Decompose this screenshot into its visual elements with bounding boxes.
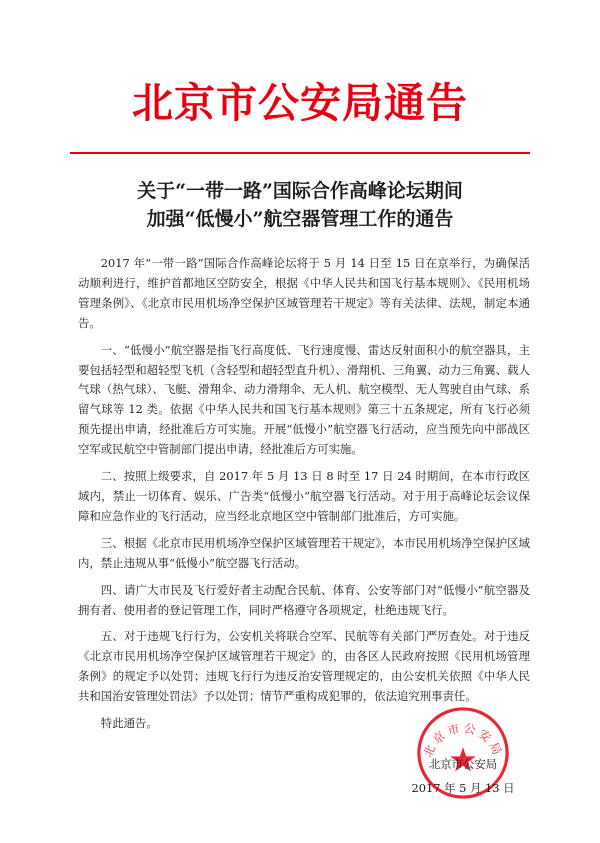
document-body [78,254,530,741]
paragraph-5: 五、对于违规飞行行为，公安机关将联合空军、民航等有关部门严厉查处。对于违反《北京市民用机场净空保护区域管理若干规定》的，由各区人民政府按照《民用机场管理条例》的规定予以处罚；违规飞行行为违反治安管理规定的，由公安机关依照《中华人民共和国治安管理处罚法》予以处罚；情节严重构成犯罪的，依法追究刑事责任。 [78,629,530,704]
paragraph-3: 三、根据《北京市民用机场净空保护区域管理若干规定》，本市民用机场净空保护区域内，禁止违规从事“低慢小”航空器飞行活动。 [78,535,530,570]
closing-line: 特此通告。 [100,716,158,731]
issue-date: 2017 年 5 月 13 日 [411,781,515,795]
issuer-name: 北京市公安局 [428,757,498,771]
seal-ring-text-path: 北京市公安局 [420,720,506,760]
paragraph-4: 四、请广大市民及飞行爱好者主动配合民航、体育、公安等部门对“低慢小”航空器及拥有者、使用者的登记管理工作，同时严格遵守各项规定，杜绝违规飞行。 [78,582,530,617]
paragraph-1: 一、“低慢小”航空器是指飞行高度低、飞行速度慢、雷达反射面积小的航空器具，主要包括轻型和超轻型飞机（含轻型和超轻型直升机）、滑翔机、三角翼、动力三角翼、载人气球（热气球）、飞艇、滑翔伞、动力滑翔伞、无人机、航空模型、无人驾驶自由气球、系留气球等 12 类。依据《中华人民共和国飞行基本规则》第三十五条规定，所有飞行必须预先提出申请，经批准后方可实施。开展“低慢小”航空器飞行活动，应当预先向中部战区空军或民航空中管制部门提出申请，经批准后方可实施。 [78,342,530,457]
notice-header-title: 北京市公安局通告 [132,79,468,127]
signature-block [388,752,538,800]
document-title [0,177,600,233]
document-title-line-2: 加强“低慢小”航空器管理工作的通告 [146,208,454,230]
paragraph-2: 二、按照上级要求，自 2017 年 5 月 13 日 8 时至 17 日 24 时期间，在本市行政区域内，禁止一切体育、娱乐、广告类“低慢小”航空器飞行活动。对于用于高峰论坛会议保障和应急作业的飞行活动，应当经北京地区空中管制部门批准后，方可实施。 [78,469,530,523]
document-title-line-1: 关于“一带一路”国际合作高峰论坛期间 [137,180,463,202]
header-divider [70,152,530,154]
paragraph-intro: 2017 年“一带一路”国际合作高峰论坛将于 5 月 14 日至 15 日在京举行，为确保活动顺利进行，维护首都地区空防安全，根据《中华人民共和国飞行基本规则》、《民用机场管理条例》、《北京市民用机场净空保护区域管理若干规定》等有关法律、法规，制定本通告。 [78,256,530,330]
